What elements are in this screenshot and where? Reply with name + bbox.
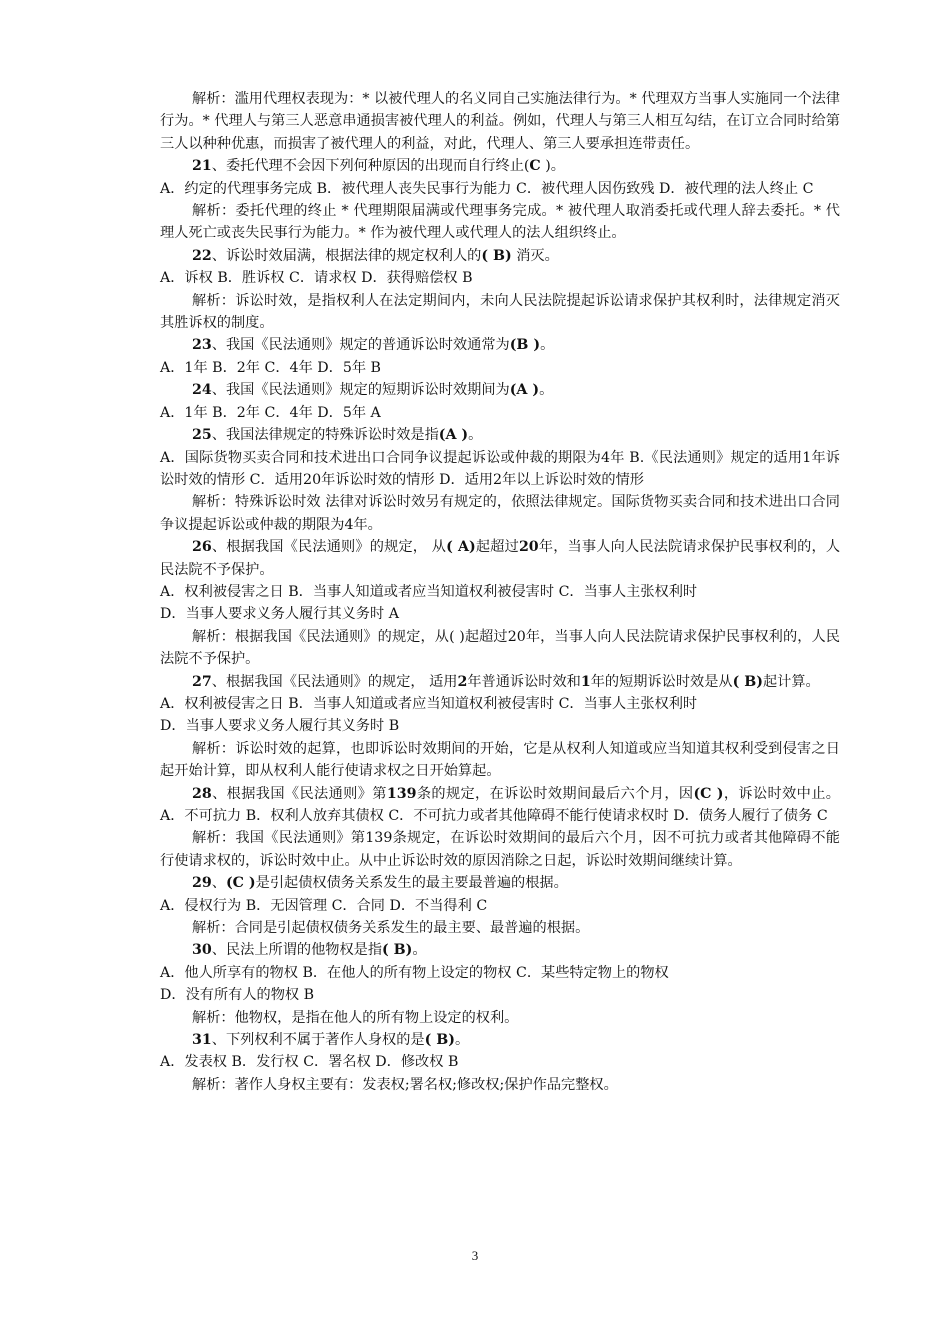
options-line [160, 178, 840, 200]
text-run: ，诉讼时效中止。 A．不可抗力 B．权利人放弃其债权 C．不可抗力或者其他障碍不能行使请求权时 D．债务人履行了债务 C [160, 785, 840, 824]
paragraph [160, 1074, 840, 1096]
bold-text: 22 [192, 247, 212, 264]
text-run: )。 [540, 158, 565, 175]
bold-text: 30 [192, 942, 212, 959]
paragraph [160, 491, 840, 536]
bold-text: 23 [192, 337, 212, 354]
text-run: A．发表权 B．发行权 C．署名权 D．修改权 B [160, 1054, 459, 1071]
paragraph [160, 939, 840, 961]
bold-text: 2 [457, 673, 468, 690]
bold-text: ( A) [446, 539, 476, 556]
paragraph [160, 245, 840, 267]
paragraph [160, 626, 840, 671]
bold-text: ( B) [424, 1032, 455, 1049]
paragraph [160, 88, 840, 155]
bold-text: C [529, 158, 541, 175]
paragraph [160, 379, 840, 401]
text-run: 年的短期诉讼时效是从 [590, 673, 733, 690]
bold-text: 31 [192, 1032, 212, 1049]
options-line [160, 984, 840, 1006]
document-body [160, 88, 840, 1096]
paragraph [160, 536, 840, 581]
text-run: 、委托代理不会因下列何种原因的出现而自行终止( [211, 158, 530, 175]
options-line [160, 1051, 840, 1073]
bold-text: 29 [192, 875, 212, 892]
text-run: A．诉权 B．胜诉权 C．请求权 D．获得赔偿权 B [160, 270, 473, 287]
text-run: A．侵权行为 B．无因管理 C．合同 D．不当得利 C [160, 897, 488, 914]
text-run: 解析：滥用代理权表现为：* 以被代理人的名义同自己实施法律行为。* 代理双方当事人实施同一个法律行为。* 代理人与第三人恶意串通损害被代理人的利益。例如，代理人与第三人相互勾结，在订立合同时给第三人以种种优惠，而损害了被代理人的利益，对此，代理人、第三人要承担连带责任。 [160, 91, 840, 152]
text-run: 、我国法律规定的特殊诉讼时效是指 [211, 427, 439, 444]
text-run: 解析：合同是引起债权债务关系发生的最主要、最普遍的根据。 [192, 920, 590, 937]
options-line [160, 581, 840, 603]
text-run: 解析：我国《民法通则》第139条规定，在诉讼时效期间的最后六个月，因不可抗力或者其他障碍不能行使请求权的，诉讼时效中止。从中止诉讼时效的原因消除之日起，诉讼时效期间继续计算。 [160, 830, 840, 869]
bold-text: (C ) [693, 785, 724, 802]
text-run: 、我国《民法通则》规定的短期诉讼时效期间为 [211, 382, 510, 399]
text-run: 、诉讼时效届满，根据法律的规定权利人的 [211, 247, 482, 264]
text-run: 。 [454, 1032, 470, 1049]
text-run: 。 [540, 337, 555, 354]
text-run: 、 [211, 875, 226, 892]
text-run: 、根据我国《民法通则》的规定， 适用 [211, 673, 458, 690]
options-line [160, 603, 840, 625]
text-run: 。 [412, 942, 427, 959]
text-run: 解析：著作人身权主要有：发表权;署名权;修改权;保护作品完整权。 [192, 1076, 618, 1093]
paragraph [160, 290, 840, 335]
text-run: 解析：他物权，是指在他人的所有物上设定的权利。 [192, 1009, 519, 1026]
paragraph [160, 200, 840, 245]
text-run: 年，当事人向人民法院请求保护民事权利的，人民法院不予保护。 [160, 539, 841, 578]
text-run: A．国际货物买卖合同和技术进出口合同争议提起诉讼或仲裁的期限为4年 B.《民法通则》规定的适用1年诉讼时效的情形 C．适用20年诉讼时效的情形 D．适用2年以上诉讼时效的情形 [160, 449, 840, 488]
paragraph [160, 1029, 840, 1051]
text-run: 解析：根据我国《民法通则》的规定，从( )起超过20年，当事人向人民法院请求保护民事权利的，人民法院不予保护。 [160, 628, 840, 668]
text-run: 、我国《民法通则》规定的普通诉讼时效通常为 [211, 337, 510, 354]
options-line [160, 962, 840, 984]
text-run: D．当事人要求义务人履行其义务时 A [160, 606, 399, 623]
text-run: A．权利被侵害之日 B．当事人知道或者应当知道权利被侵害时 C．当事人主张权利时 [160, 695, 698, 712]
bold-text: 139 [386, 785, 417, 802]
text-run: A．1年 B．2年 C．4年 D．5年 B [160, 359, 381, 376]
text-run: A．1年 B．2年 C．4年 D．5年 A [160, 404, 381, 421]
text-run: 解析：诉讼时效的起算，也即诉讼时效期间的开始，它是从权利人知道或应当知道其权利受到侵害之日起开始计算，即从权利人能行使请求权之日开始算起。 [160, 740, 840, 780]
text-run: 解析：特殊诉讼时效 法律对诉讼时效另有规定的，依照法律规定。国际货物买卖合同和技术进出口合同争议提起诉讼或仲裁的期限为4年。 [160, 494, 840, 533]
text-run: 年普通诉讼时效和 [467, 673, 581, 690]
text-run: 。 [468, 427, 483, 444]
options-line [160, 267, 840, 289]
bold-text: 27 [192, 673, 212, 690]
text-run: 、下列权利不属于著作人身权的是 [211, 1032, 425, 1049]
bold-text: 25 [192, 427, 212, 444]
bold-text: (A ) [509, 382, 540, 399]
bold-text: 1 [580, 673, 591, 690]
text-run: 解析：委托代理的终止 * 代理期限届满或代理事务完成。* 被代理人取消委托或代理人辞去委托。* 代理人死亡或丧失民事行为能力。* 作为被代理人或代理人的法人组织终止。 [160, 203, 840, 242]
paragraph [160, 424, 840, 446]
options-line [160, 693, 840, 715]
text-run: 条的规定，在诉讼时效期间最后六个月，因 [416, 785, 694, 802]
paragraph [160, 917, 840, 939]
text-run: 、民法上所谓的他物权是指 [211, 942, 383, 959]
text-run: A．权利被侵害之日 B．当事人知道或者应当知道权利被侵害时 C．当事人主张权利时 [160, 583, 698, 600]
bold-text: 26 [192, 539, 212, 556]
page-number: 3 [471, 1248, 479, 1263]
bold-text: 24 [192, 382, 212, 399]
bold-text: ( B) [382, 942, 413, 959]
bold-text: ( B) [481, 247, 512, 264]
paragraph [160, 872, 840, 894]
text-run: A．他人所享有的物权 B．在他人的所有物上设定的物权 C．某些特定物上的物权 [160, 964, 669, 981]
bold-text: (B ) [509, 337, 541, 354]
text-run: 是引起债权债务关系发生的最主要最普遍的根据。 [255, 875, 568, 892]
options-line [160, 715, 840, 737]
bold-text: (A ) [438, 427, 469, 444]
bold-text: (C ) [225, 875, 256, 892]
text-run: 起超过 [475, 539, 519, 556]
options-line [160, 447, 840, 492]
paragraph [160, 738, 840, 783]
text-run: D．没有所有人的物权 B [160, 987, 314, 1004]
text-run: 起计算。 [762, 673, 820, 690]
paragraph [160, 827, 840, 872]
text-run: 解析：诉讼时效，是指权利人在法定期间内，未向人民法院提起诉讼请求保护其权利时，法律规定消灭其胜诉权的制度。 [160, 292, 840, 332]
paragraph [160, 334, 840, 356]
bold-text: ( B) [732, 673, 763, 690]
text-run: 消灭。 [511, 247, 559, 264]
options-line [160, 895, 840, 917]
bold-text: 28 [192, 785, 212, 802]
text-run: 、根据我国《民法通则》的规定， 从 [211, 539, 447, 556]
text-run: 。 [539, 382, 554, 399]
text-run: 、根据我国《民法通则》第 [211, 785, 387, 802]
bold-text: 20 [518, 539, 539, 556]
paragraph [160, 783, 840, 828]
paragraph [160, 1007, 840, 1029]
options-line [160, 357, 840, 379]
paragraph [160, 155, 840, 177]
options-line [160, 402, 840, 424]
bold-text: 21 [192, 158, 212, 175]
paragraph [160, 671, 840, 693]
text-run: D．当事人要求义务人履行其义务时 B [160, 718, 400, 735]
text-run: A．约定的代理事务完成 B．被代理人丧失民事行为能力 C．被代理人因伤致残 D．被代理的法人终止 C [160, 180, 814, 197]
